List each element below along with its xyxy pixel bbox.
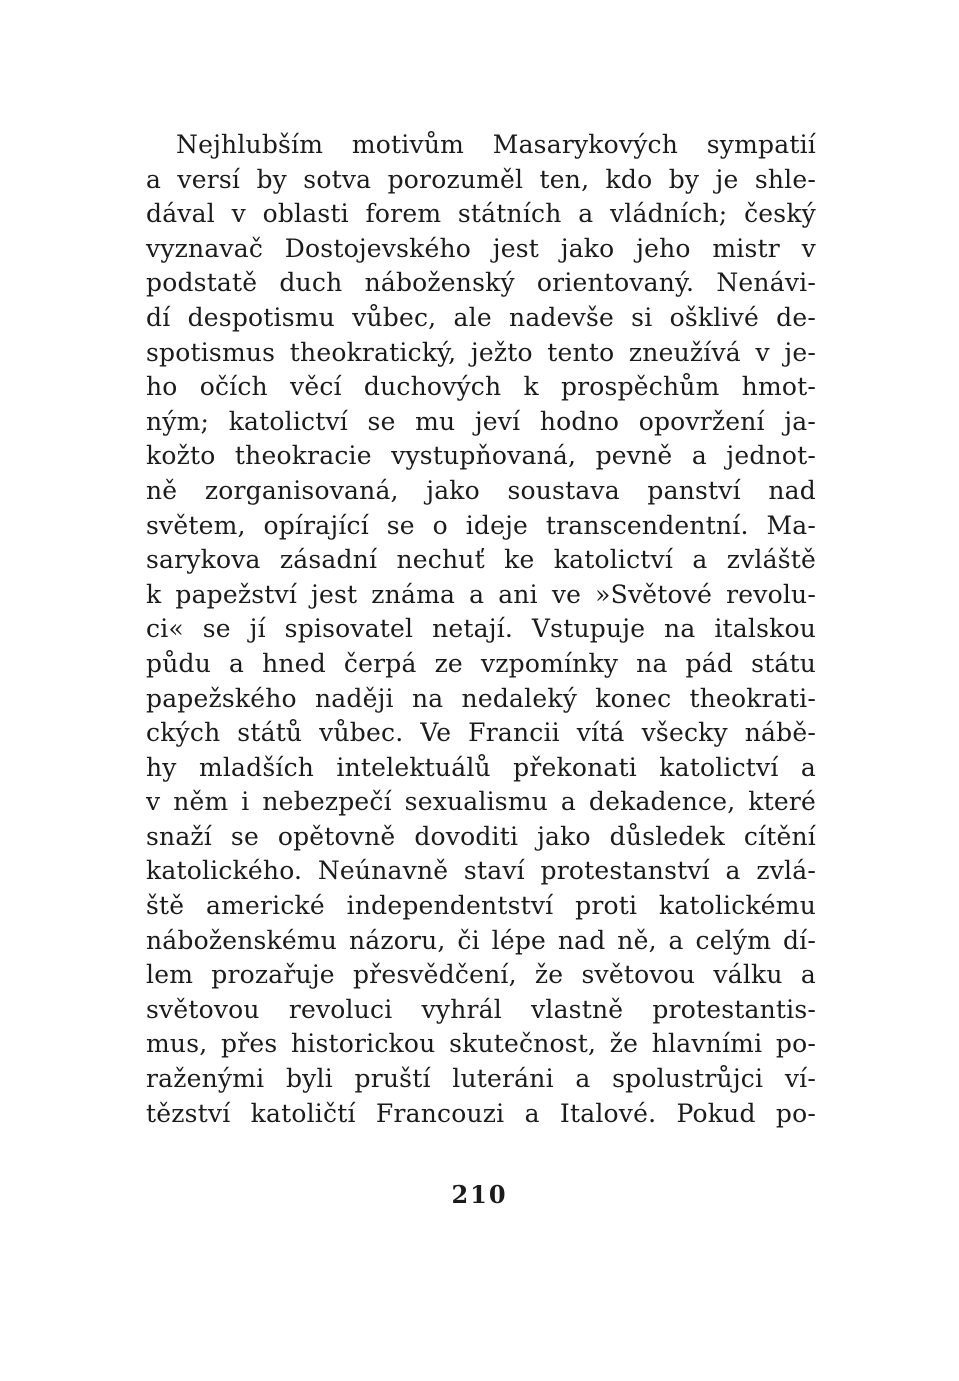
text-line: katolického. Neúnavně staví protestanství a zvlá-: [146, 856, 816, 886]
text-line: hy mladších intelektuálů překonati katolictví a: [146, 752, 816, 782]
text-line: lem prozařuje přesvědčení, že světovou válku a: [146, 960, 816, 990]
text-line: půdu a hned čerpá ze vzpomínky na pád státu: [146, 648, 816, 678]
text-line: ho očích věcí duchových k prospěchům hmot-: [146, 372, 816, 402]
text-line: snaží se opětovně dovoditi jako důsledek cítění: [146, 821, 816, 851]
body-text: [146, 128, 816, 1131]
text-line: ckých států vůbec. Ve Francii vítá všecky nábě-: [146, 718, 816, 748]
text-line: dí despotismu vůbec, ale nadevše si ošklivé de-: [146, 302, 816, 332]
text-line: náboženskému názoru, či lépe nad ně, a celým dí-: [146, 925, 816, 955]
text-line: sarykova zásadní nechuť ke katolictví a zvláště: [146, 545, 816, 575]
text-line: vyznavač Dostojevského jest jako jeho mistr v: [146, 233, 816, 263]
text-line: světovou revoluci vyhrál vlastně protestantis-: [146, 994, 816, 1024]
text-line: a versí by sotva porozuměl ten, kdo by je shle-: [146, 164, 816, 194]
page-number: 210: [451, 1180, 508, 1209]
text-line: světem, opírající se o ideje transcendentní. Ma-: [146, 510, 816, 540]
text-line: ci« se jí spisovatel netají. Vstupuje na italskou: [146, 614, 816, 644]
text-line: ště americké independentství proti katolickému: [146, 891, 816, 921]
text-line: raženými byli pruští luteráni a spolustrůjci ví-: [146, 1064, 816, 1094]
text-line: ně zorganisovaná, jako soustava panství nad: [146, 475, 816, 505]
text-line: tězství katoličtí Francouzi a Italové. Pokud po-: [146, 1098, 816, 1128]
text-line: v něm i nebezpečí sexualismu a dekadence, které: [146, 787, 816, 817]
text-line: papežského naději na nedaleký konec theokrati-: [146, 683, 816, 713]
text-line: mus, přes historickou skutečnost, že hlavními po-: [146, 1029, 816, 1059]
text-line: kožto theokracie vystupňovaná, pevně a jednot-: [146, 441, 816, 471]
text-line: ným; katolictví se mu jeví hodno opovržení ja-: [146, 406, 816, 436]
text-line: Nejhlubším motivům Masarykových sympatií: [176, 130, 816, 159]
text-line: dával v oblasti forem státních a vládních; český: [146, 199, 816, 229]
text-line: k papežství jest známa a ani ve »Světové revolu-: [146, 579, 816, 609]
text-line: podstatě duch náboženský orientovaný. Nenávi-: [146, 268, 816, 298]
text-line: spotismus theokratický, ježto tento zneužívá v je-: [146, 337, 816, 367]
